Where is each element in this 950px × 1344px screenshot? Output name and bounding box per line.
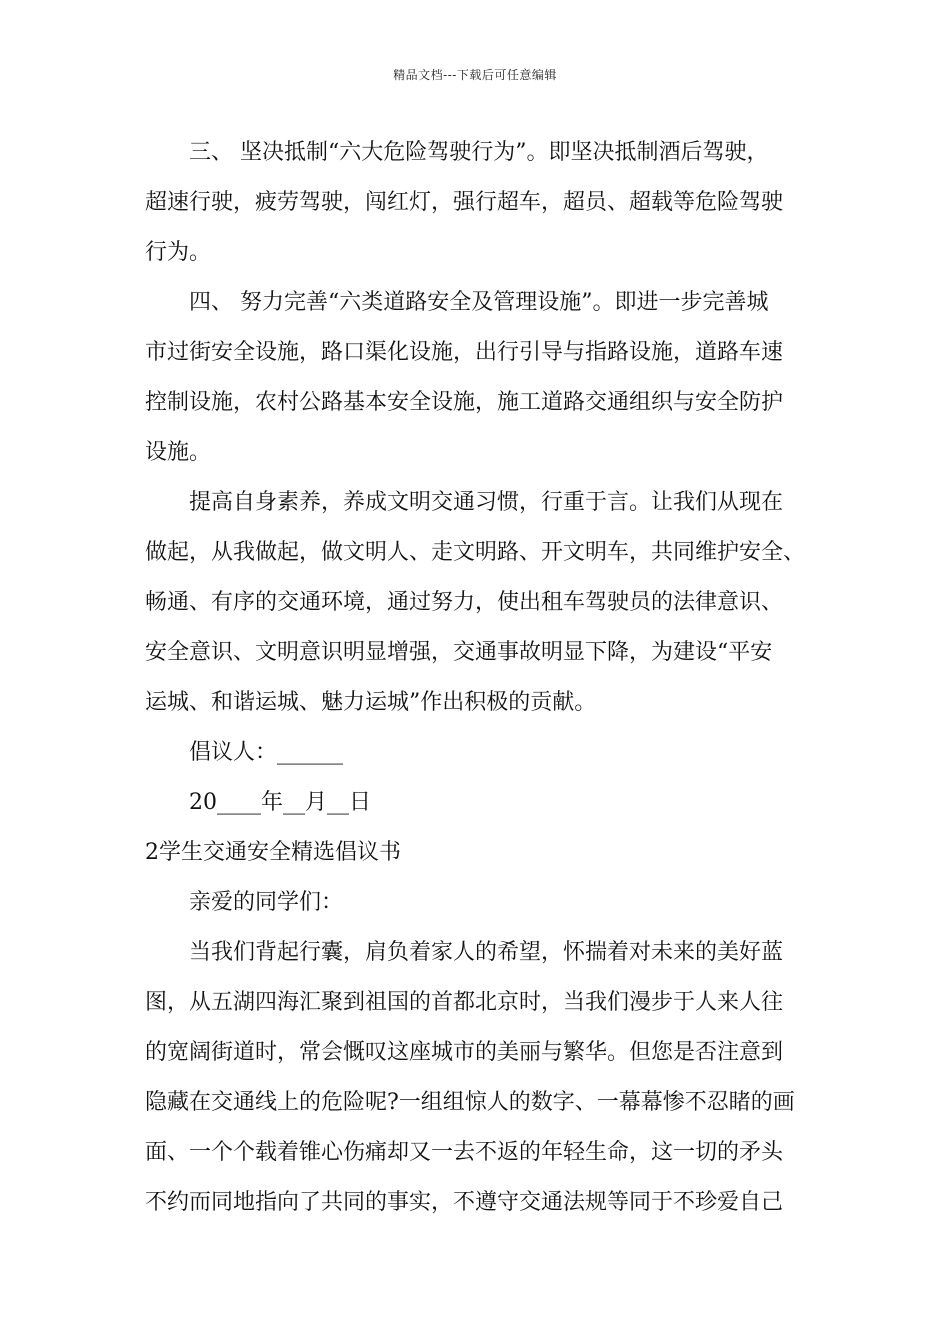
paragraph-line: 行为。 bbox=[145, 240, 212, 265]
paragraph-line: 的宽阔街道时，常会慨叹这座城市的美丽与繁华。但您是否注意到 bbox=[145, 1040, 784, 1065]
paragraph-line: 控制设施，农村公路基本安全设施，施工道路交通组织与安全防护 bbox=[145, 390, 784, 415]
paragraph-line: 隐藏在交通线上的危险呢?一组组惊人的数字、一幕幕惨不忍睹的画 bbox=[145, 1090, 795, 1115]
paragraph-line: 图，从五湖四海汇聚到祖国的首都北京时，当我们漫步于人来人往 bbox=[145, 990, 784, 1015]
paragraph-line: 安全意识、文明意识明显增强，交通事故明显下降，为建设“平安 bbox=[145, 640, 773, 665]
body-paragraph bbox=[145, 928, 815, 1228]
paragraph-four bbox=[145, 278, 815, 478]
paragraph-line: 四、 努力完善“六类道路安全及管理设施”。即进一步完善城 bbox=[189, 290, 769, 315]
page-header: 精品文档---下载后可任意编辑 bbox=[393, 68, 557, 82]
section-title: 2学生交通安全精选倡议书 bbox=[145, 840, 401, 865]
document-body bbox=[145, 128, 815, 1228]
paragraph-line: 三、 坚决抵制“六大危险驾驶行为”。即坚决抵制酒后驾驶， bbox=[189, 140, 769, 165]
paragraph-conclusion bbox=[145, 478, 815, 728]
greeting: 亲爱的同学们： bbox=[189, 890, 344, 915]
paragraph-line: 面、一个个载着锥心伤痛却又一去不返的年轻生命，这一切的矛头 bbox=[145, 1140, 784, 1165]
paragraph-line: 市过街安全设施，路口渠化设施，出行引导与指路设施，道路车速 bbox=[145, 340, 784, 365]
signature-date: 20____年__月__日 bbox=[189, 790, 371, 815]
paragraph-three bbox=[145, 128, 815, 278]
paragraph-line: 不约而同地指向了共同的事实，不遵守交通法规等同于不珍爱自己 bbox=[145, 1190, 784, 1215]
paragraph-line: 做起，从我做起，做文明人、走文明路、开文明车，共同维护安全、 bbox=[145, 540, 806, 565]
paragraph-line: 设施。 bbox=[145, 440, 212, 465]
paragraph-line: 当我们背起行囊，肩负着家人的希望，怀揣着对未来的美好蓝 bbox=[189, 940, 784, 965]
paragraph-line: 畅通、有序的交通环境，通过努力，使出租车驾驶员的法律意识、 bbox=[145, 590, 784, 615]
paragraph-line: 超速行驶，疲劳驾驶，闯红灯，强行超车，超员、超载等危险驾驶 bbox=[145, 190, 784, 215]
signature-proposer: 倡议人：______ bbox=[189, 740, 344, 765]
paragraph-line: 提高自身素养，养成文明交通习惯，行重于言。让我们从现在 bbox=[189, 490, 784, 515]
paragraph-line: 运城、和谐运城、魅力运城”作出积极的贡献。 bbox=[145, 690, 597, 715]
